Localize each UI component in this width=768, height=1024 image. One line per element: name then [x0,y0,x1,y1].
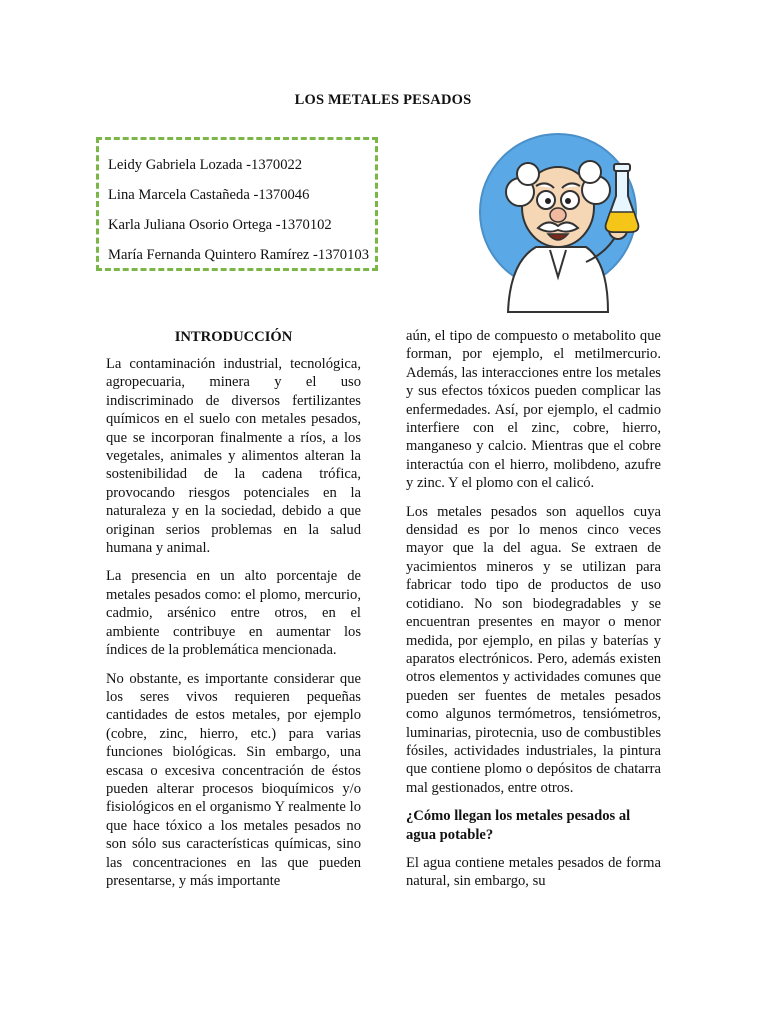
paragraph: El agua contiene metales pesados de forma natural, sin embargo, su [406,854,661,890]
section-subheading: ¿Cómo llegan los metales pesados al agua potable? [406,808,631,843]
author-2: Lina Marcela Castañeda -1370046 [108,187,310,203]
author-4: María Fernanda Quintero Ramírez -1370103 [108,247,369,263]
left-column [106,327,361,900]
author-3: Karla Juliana Osorio Ortega -1370102 [108,217,332,233]
author-1: Leidy Gabriela Lozada -1370022 [108,157,303,173]
paragraph: Los metales pesados son aquellos cuya densidad es por lo menos cinco veces mayor que la del agua. Se extraen de yacimientos mineros y se utilizan para fabricar todo tipo de productos de uso cotidiano. No son biodegradables y se encuentran presentes en mayor o menor medida, por ejemplo, en pilas y baterías y aparatos electrónicos. Pero, además existen otros elementos y actividades comunes que pueden ser fuentes de metales pesados como algunos termómetros, tensiómetros, luminarias, pirotecnia, uso de combustibles fósiles, actividades industriales, la pintura que contiene plomo o depósitos de chatarra mal gestionados, entre otros. [406,503,661,796]
authors-box [96,137,378,271]
scientist-icon [458,112,666,318]
document-title: LOS METALES PESADOS [294,92,472,108]
paragraph: aún, el tipo de compuesto o metabolito que forman, por ejemplo, el metilmercurio. Además, las interacciones entre los metales y sus efectos tóxicos pueden complicar las enfermedades. Así, por ejemplo, el cadmio interfiere con el zinc, cobre, hierro, manganeso y calcio. Mientras que el cobre interactúa con el hierro, molibdeno, azufre y zinc. Y el plomo con el calicó. [406,328,661,492]
paragraph: No obstante, es importante considerar que los seres vivos requieren pequeñas cantidades de estos metales, por ejemplo (cobre, zinc, hierro, etc.) para varias funciones biológicas. Sin embargo, una escasa o excesiva concentración de éstos pueden alterar procesos bioquímicos y/o fisiológicos en el organismo Y realmente lo que hace tóxico a los metales pesados no son sólo sus características químicas, sino las concentraciones en las que pueden presentarse, y más importante [106,670,361,889]
scientist-illustration [458,112,666,318]
paragraph: La presencia en un alto porcentaje de metales pesados como: el plomo, mercurio, cadmio, arsénico entre otros, en el ambiente contribuye en aumentar los índices de la problemática mencionada. [106,568,361,659]
paragraph: La contaminación industrial, tecnológica, agropecuaria, minera y el uso indiscriminado de diversos fertilizantes químicos en el suelo con metales pesados, que se incorporan finalmente a ríos, a los vegetales, animales y alimentos alteran la sostenibilidad de la cadena trófica, provocando riesgos potenciales en la naturaleza y en la sociedad, debido a que originan serios problemas en la salud humana y animal. [106,356,361,557]
right-column [406,327,661,901]
section-heading-introduccion: INTRODUCCIÓN [174,329,293,345]
